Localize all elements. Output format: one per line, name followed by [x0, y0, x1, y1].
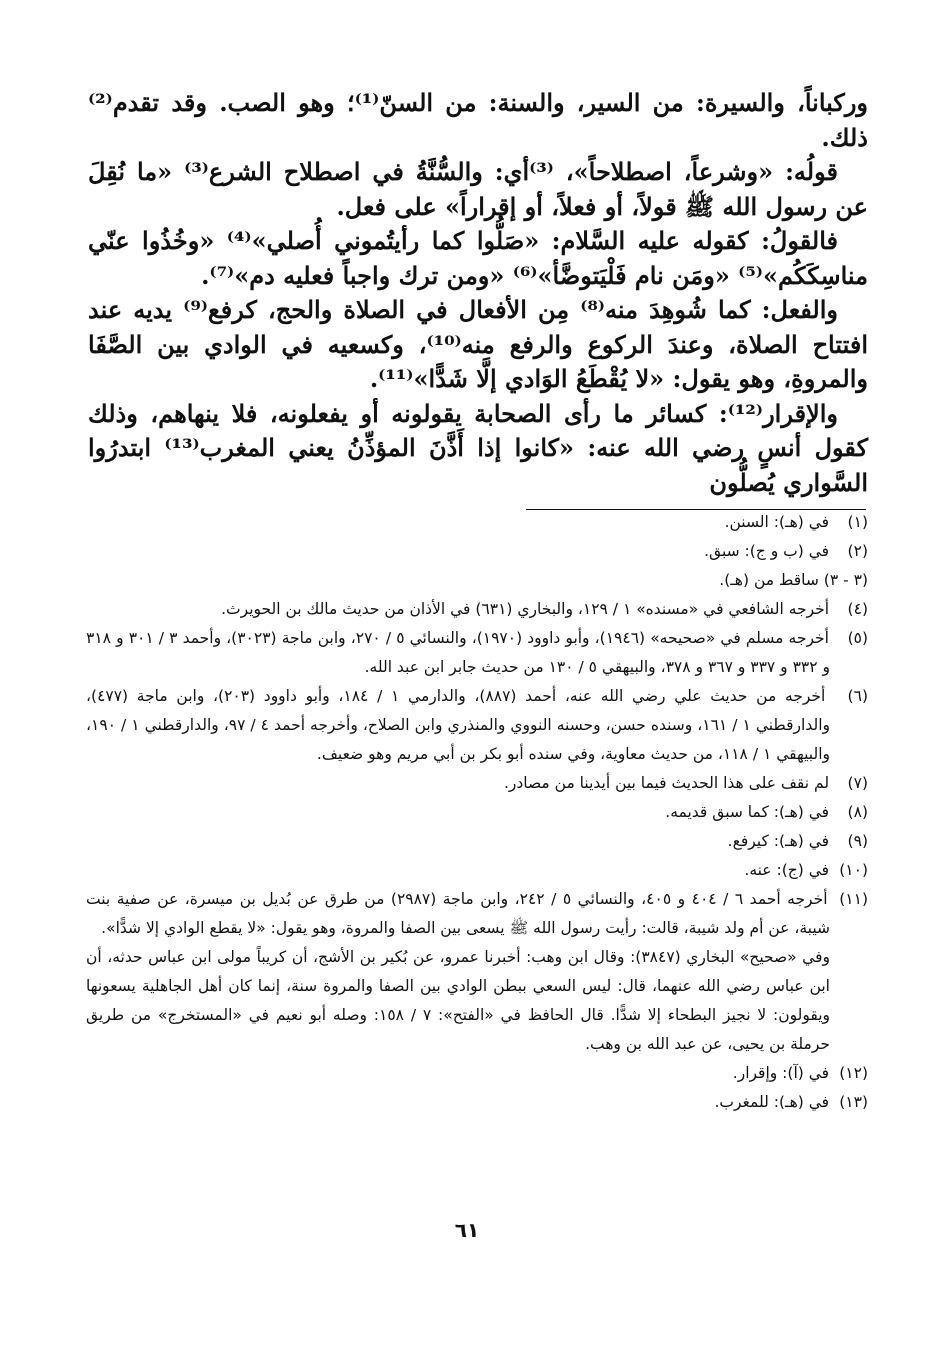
footnote-text: أخرجه مسلم في «صحيحه» (١٩٤٦)، وأبو داوود (١٩٧٠)، والنسائي ٥ / ٢٧٠، وابن ماجة (٣٠٢٣)، وأحمد ٣ / ٣٠١ و ٣١٨ و ٣٣٢ و ٣٣٧ و ٣٦٧ و ٣٧٨، والبيهقي ٥ / ١٣٠ من حديث جابر ابن عبد الله.: [86, 629, 830, 676]
footnote-text: أخرجه أحمد ٦ / ٤٠٤ و ٤٠٥، والنسائي ٥ / ٢٤٢، وابن ماجة (٢٩٨٧) من طرق عن بُديل بن ميسرة، عن صفية بنت شيبة، عن أم ولد شيبة، قالت: رأيت رسول الله ﷺ يسعى بين الصفا والمروة، وهو يقول: «لا يقطع الوادي إلا شدًّا».: [86, 890, 830, 937]
footnote-text: أخرجه الشافعي في «مسنده» ١ / ١٢٩، والبخاري (٦٣١) في الأذان من حديث مالك بن الحويرث.: [221, 600, 830, 618]
footnote-9: [86, 827, 868, 856]
footnote-5: [86, 624, 868, 682]
main-text: [88, 86, 868, 500]
footnote-text: في (آ): وإقرار.: [732, 1064, 830, 1082]
footnote-number: (٧): [847, 774, 868, 792]
footnote-number: (١٢): [839, 1064, 868, 1082]
footnote-number: (١١): [839, 890, 869, 908]
footnote-3: [86, 566, 868, 595]
footnote-number: (٢): [847, 542, 868, 560]
footnote-8: [86, 798, 868, 827]
footnote-11-continuation: وفي «صحيح» البخاري (٣٨٤٧): وقال ابن وهب: أخبرنا عمرو، عن بُكير بن الأشج، أن كريباً مولى ابن عباس حدثه، أن ابن عباس رضي الله عنهما، قال: ليس السعي ببطن الوادي بين الصفا والمروة سنة، إنما كان أهل الجاهلية يسعونها ويقولون: لا نجيز البطحاء إلا شدًّا. قال الحافظ في «الفتح»: ٧ / ١٥٨: وصله أبو نعيم في «المستخرج» من طريق حرملة بن يحيى، عن عبد الله بن وهب.: [86, 948, 830, 1053]
footnote-number: (١٠): [839, 861, 868, 879]
page-number: ٦١: [454, 1218, 480, 1242]
footnote-number: (١): [847, 513, 868, 531]
footnote-1: [86, 508, 868, 537]
footnotes: [86, 508, 868, 1117]
footnote-text: في (هـ): كما سبق قديمه.: [665, 803, 830, 821]
paragraph-3: فالقولُ: كقوله عليه السَّلام: «صَلُّوا كما رأيتُموني أُصلي»⁽⁴⁾ «وخُذُوا عنّي مناسِكَكُم»⁽⁵⁾ «ومَن نام فَلْيَتوضَّأ»⁽⁶⁾ «ومن ترك واجباً فعليه دم»⁽⁷⁾.: [88, 226, 868, 290]
footnote-number: (٤): [847, 600, 868, 618]
paragraph-4: والفعل: كما شُوهِدَ منه⁽⁸⁾ مِن الأفعال في الصلاة والحج، كرفع⁽⁹⁾ يديه عند افتتاح الصلاة، وعندَ الركوع والرفع منه⁽¹⁰⁾، وكسعيه في الوادي بين الصَّفَا والمروةِ، وهو يقول: «لا يُقْطَعُ الوَادي إلَّا شَدًّا»⁽¹¹⁾.: [88, 295, 868, 393]
paragraph-2: قولُه: «وشرعاً، اصطلاحاً»، ⁽³⁾أي: والسُّنَّةُ في اصطلاح الشرع⁽³⁾ «ما نُقِلَ عن رسول الله ﷺ قولاً، أو فعلاً، أو إقراراً» على فعل.: [88, 157, 868, 221]
footnote-6: [86, 682, 868, 769]
footnote-text: في (هـ): للمغرب.: [714, 1093, 830, 1111]
footnote-13: [86, 1088, 868, 1117]
footnote-4: [86, 595, 868, 624]
footnote-number: (٦): [847, 687, 868, 705]
footnote-text: في (هـ): السنن.: [724, 513, 830, 531]
footnote-number: (٣ - ٣): [823, 571, 868, 589]
footnote-10: [86, 856, 868, 885]
footnote-number: (٩): [847, 832, 868, 850]
footnote-text: في (ج): عنه.: [744, 861, 830, 879]
footnote-7: [86, 769, 868, 798]
paragraph-5: والإقرار⁽¹²⁾: كسائر ما رأى الصحابة يقولونه أو يفعلونه، فلا ينهاهم، وذلك كقول أنسٍ رضي الله عنه: «كانوا إذا أَذَّنَ المؤذِّنُ يعني المغرب⁽¹³⁾ ابتدرُوا السَّواري يُصلُّون: [88, 398, 868, 497]
footnote-11: [86, 885, 868, 943]
footnote-text: في (هـ): كيرفع.: [727, 832, 830, 850]
footnote-number: (٨): [847, 803, 868, 821]
footnote-2: [86, 537, 868, 566]
footnote-text: ساقط من (هـ).: [719, 571, 819, 589]
footnote-12: [86, 1059, 868, 1088]
footnote-text: لم نقف على هذا الحديث فيما بين أيدينا من مصادر.: [503, 774, 830, 792]
footnote-number: (٥): [847, 629, 869, 647]
footnote-text: أخرجه من حديث علي رضي الله عنه، أحمد (٨٨٧)، والدارمي ١ / ١٨٤، وأبو داوود (٢٠٣)، وابن ماجة (٤٧٧)، والدارقطني ١ / ١٦١، وسنده حسن، وحسنه النووي والمنذري وابن الصلاح، وأخرجه أحمد ٤ / ٩٧، والدارقطني ١ / ١٩٠، والبيهقي ١ / ١١٨، من حديث معاوية، وفي سنده أبو بكر بن أبي مريم وهو ضعيف.: [86, 687, 830, 763]
paragraph-1: وركباناً، والسيرة: من السير، والسنة: من السنّ⁽¹⁾؛ وهو الصب. وقد تقدم⁽²⁾ ذلك.: [88, 88, 868, 152]
footnote-number: (١٣): [839, 1093, 868, 1111]
footnote-text: في (ب و ج): سبق.: [704, 542, 830, 560]
